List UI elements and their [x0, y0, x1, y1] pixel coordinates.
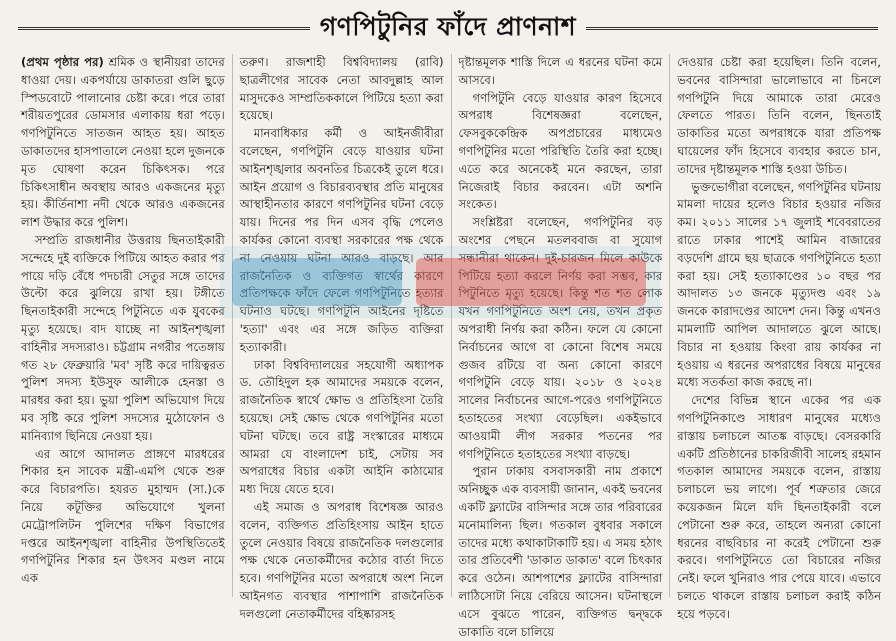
article-column-3 [452, 54, 671, 639]
paragraph: এর আগে আদালত প্রাঙ্গণে মারধরের শিকার হন সাবেক মন্ত্রী-এমপি থেকে শুরু করে বিচারপতি। হযরত মুহাম্মদ (সা.)কে নিয়ে কটূক্তির অভিযোগে খুলনা মেট্রোপলিটন পুলিশের দক্ষিণ বিভাগের দপ্তরে আইনশৃঙ্খলা বাহিনীর উপস্থিতিতেই গণপিটুনির শিকার হন উৎসব মণ্ডল নামে এক [21, 446, 225, 586]
paragraph: ঢাকা বিশ্ববিদ্যালয়ের সহযোগী অধ্যাপক ড. তৌহিদুল হক আমাদের সময়কে বলেন, রাজনৈতিক স্বার্থে ক্ষোভ ও প্রতিহিংসা তৈরি হয়েছে। সেই ক্ষোভ থেকে গণপিটুনির মতো ঘটনা ঘটছে। তবে রাষ্ট্র সংস্কারের মাধ্যমে আমরা যে বাংলাদেশ চাই, সেটায় সব অপরাধের বিচার একটা আইনি কাঠামোর মধ্য দিয়ে যেতে হবে। [239, 357, 444, 497]
paragraph [21, 54, 225, 232]
paragraph: দেশের বিভিন্ন স্থানে একের পর এক গণপিটুনিকাণ্ডে সাধারণ মানুষের মধ্যেও রাস্তায় চলাচলে আতঙ্ক বাড়ছে। বেসরকারি একটি প্রতিষ্ঠানের চাকরিজীবী সালেহ রহমান গতকাল আমাদের সময়কে বলেন, রাস্তায় চলাচলে ভয় লাগে। পূর্ব শত্রুতার জেরে কয়েকজন মিলে যদি ছিনতাইকারী বলে পেটানো শুরু করে, তাহলে অন্যরা কোনো ধরনের বাছবিচার না করেই পেটানো শুরু করবে। গণপিটুনিতে তো বিচারের নজির নেই। ফলে খুনিরাও পার পেয়ে যাবে। এভাবে চলতে থাকলে রাস্তায় চলাচল করাই কঠিন হয়ে পড়বে। [677, 393, 881, 621]
article-headline: গণপিটুনির ফাঁদে প্রাণনাশ [319, 11, 577, 41]
headline-rule-right [586, 27, 878, 30]
paragraph: দেওয়ার চেষ্টা করা হয়েছিল। তিনি বলেন, ভবনের বাসিন্দারা ভালোভাবে না চিনলে গণপিটুনি দিয়ে আমাকে তারা মেরেও ফেলতে পারত। তিনি বলেন, ছিনতাই ডাকাতির মতো অপরাধকে যারা প্রতিপক্ষ ঘায়েলের ফাঁদ হিসেবে ব্যবহার করতে চান, তাদের দৃষ্টান্তমূলক শাস্তি হওয়া উচিত। [677, 55, 881, 176]
paragraph: পুরান ঢাকায় বসবাসকারী নাম প্রকাশে অনিচ্ছুক এক ব্যবসায়ী জানান, একই ভবনের একটি ফ্ল্যাটের বাসিন্দার সঙ্গে তার পরিবারের মনোমালিন্য ছিল। গতকাল বুধবার সকালে তাদের মধ্যে কথাকাটাকাটি হয়। এ সময় হঠাৎ তার প্রতিবেশী 'ডাকাত ডাকাত' বলে চিৎকার করে ওঠেন। আশপাশের ফ্ল্যাটের বাসিন্দারা লাঠিসোটা নিয়ে বেরিয়ে আসেন। ঘটনাস্থলে এসে বুঝতে পারেন, ব্যক্তিগত দ্বন্দ্বকে ডাকাতি বলে চালিয়ে [458, 464, 663, 639]
article-body [14, 54, 888, 639]
article-column-1 [14, 54, 233, 597]
continuation-lead: (প্রথম পৃষ্ঠার পর) [21, 55, 104, 69]
paragraph: গণপিটুনি বেড়ে যাওয়ার কারণ হিসেবে অপরাধ বিশেষজ্ঞরা বলেছেন, ফেসবুককেন্দ্রিক অপপ্রচারের মাধ্যমেও গণপিটুনির মতো পরিস্থিতি তৈরি করা হচ্ছে। এতে করে অনেকেই মনে করছেন, তারা নিজেরাই বিচার করবেন। এটা অশনি সংকেত। [458, 90, 663, 212]
article-column-2 [233, 54, 452, 621]
paragraph: দৃষ্টান্তমূলক শাস্তি দিলে এ ধরনের ঘটনা কমে আসবে। [458, 55, 663, 87]
headline-banner [8, 6, 888, 50]
paragraph: সংশ্লিষ্টরা বলেছেন, গণপিটুনির বড় অংশের পেছনে মতলববাজ বা সুযোগ সন্ধানীরা থাকেন। দুই-চারজন মিলে কাউকে পিটিয়ে হত্যা করলে নির্ণয় করা সম্ভব, কার পিটুনিতে মৃত্যু হয়েছে। কিন্তু শত শত লোক যখন গণপিটুনিতে অংশ নেয়, তখন প্রকৃত অপরাধী নির্ণয় করা কঠিন। ফলে যে কোনো নির্বাচনের আগে বা কোনো বিশেষ সময়ে গুজব রটিয়ে বা অন্য কোনো কারণে গণপিটুনি বেড়ে যায়। ২০১৮ ও ২০২৪ সালের নির্বাচনের আগে-পরেও গণপিটুনিতে হতাহতের সংখ্যা বেড়েছিল। একইভাবে আওয়ামী লীগ সরকার পতনের পর গণপিটুনিতে হতাহতের সংখ্যা বাড়ছে। [458, 215, 663, 461]
paragraph: ভুক্তভোগীরা বলেছেন, গণপিটুনির ঘটনায় মামলা দায়ের হলেও বিচার হওয়ার নজির কম। ২০১১ সালের ১৭ জুলাই শবেবরাতের রাতে ঢাকার পাশেই আমিন বাজারের বড়দেশি গ্রামে ছয় ছাত্রকে গণপিটুনিতে হত্যা করা হয়। সেই হত্যাকাণ্ডের ১০ বছর পর আদালত ১৩ জনকে মৃত্যুদণ্ড এবং ১৯ জনকে কারাদণ্ডের আদেশ দেন। কিন্তু এখনও মামলাটি আপিল আদালতে ঝুলে আছে। বিচার না হওয়ায় কিংবা রায় কার্যকর না হওয়ায় এ ধরনের অপরাধের বিষয়ে মানুষের মধ্যে সতর্কতা কাজ করছে না। [677, 179, 881, 390]
paragraph-text: শ্রমিক ও স্থানীয়রা তাদের ধাওয়া দেয়। একপর্যায়ে ডাকাতরা গুলি ছুড়ে স্পিডবোটে পালানোর চেষ্টা করে। পরে তারা শরীয়তপুরের ডোমসার এলাকায় ধরা পড়ে। গণপিটুনিতে সাতজন আহত হয়। আহত ডাকাতদের হাসপাতালে নেওয়া হলে দুজনকে মৃত ঘোষণা করেন চিকিৎসক। পরে চিকিৎসাধীন অবস্থায় আরও একজনের মৃত্যু হয়। কীর্তিনাশা নদী থেকে আরও একজনের লাশ উদ্ধার করে পুলিশ। [21, 55, 225, 230]
paragraph: এই সমাজ ও অপরাধ বিশেষজ্ঞ আরও বলেন, ব্যক্তিগত প্রতিহিংসায় আইন হাতে তুলে নেওয়ার বিষয়ে রাজনৈতিক দলগুলোর পক্ষ থেকে নেতাকর্মীদের কঠোর বার্তা দিতে হবে। গণপিটুনির মতো অপরাধে অংশ নিলে আইনগত ব্যবস্থার পাশাপাশি রাজনৈতিক দলগুলো নেতাকর্মীদের বহিষ্কারসহ [239, 499, 444, 621]
paragraph: মানবাধিকার কর্মী ও আইনজীবীরা বলেছেন, গণপিটুনি বেড়ে যাওয়ার ঘটনা আইনশৃঙ্খলার অবনতির চিত্রকেই তুলে ধরে। আইন প্রয়োগ ও বিচারব্যবস্থার প্রতি মানুষের আস্থাহীনতার কারণে গণপিটুনির ঘটনা বেড়ে যায়। দিনের পর দিন এসব বৃদ্ধি পেলেও কার্যকর কোনো ব্যবস্থা সরকারের পক্ষ থেকে না নেওয়ায় ঘটনা আরও বাড়ছে। আর রাজনৈতিক ও ব্যক্তিগত স্বার্থের কারণে প্রতিপক্ষকে ফাঁদে ফেলে গণপিটুনিতে হত্যার ঘটনাও ঘটছে। গণপিটুনি আইনের দৃষ্টিতে 'হত্যা' এবং এর সঙ্গে জড়িত ব্যক্তিরা হত্যাকারী। [239, 126, 444, 354]
paragraph: সম্প্রতি রাজধানীর উত্তরায় ছিনতাইকারী সন্দেহে দুই ব্যক্তিকে পিটিয়ে আহত করার পর পায়ে দড়ি বেঁধে পদচারী সেতুর সঙ্গে তাদের উল্টো করে ঝুলিয়ে রাখা হয়। টঙ্গীতে ছিনতাইকারী সন্দেহে পিটুনিতে এক যুবকের মৃত্যু হয়েছে। বাদ যাচ্ছে না আইনশৃঙ্খলা বাহিনীর সদস্যরাও। চট্টগ্রাম নগরীর পতেঙ্গায় গত ২৮ ফেব্রুয়ারি 'মব' সৃষ্টি করে দায়িত্বরত পুলিশ সদস্য ইউসুফ আলীকে হেনস্তা ও মারধর করা হয়। ভুয়া পুলিশ অভিযোগ দিয়ে মব সৃষ্টি করে পুলিশ সদস্যের মুঠোফোন ও মানিব্যাগ ছিনিয়ে নেওয়া হয়। [21, 232, 225, 443]
paragraph: তরুণ। রাজশাহী বিশ্ববিদ্যালয় (রাবি) ছাত্রলীগের সাবেক নেতা আবদুল্লাহ আল মাসুদকেও সাম্প্রতিককালে পিটিয়ে হত্যা করা হয়েছে। [239, 55, 444, 123]
headline-rule-left [18, 27, 310, 30]
article-column-4 [670, 54, 888, 621]
